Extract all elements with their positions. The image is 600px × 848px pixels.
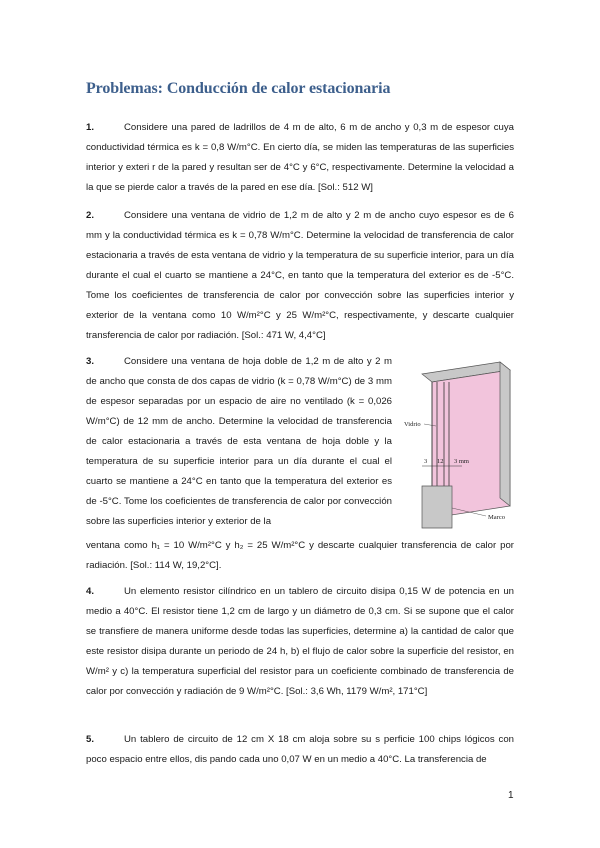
double-pane-window-figure — [404, 356, 524, 536]
page-title: Problemas: Conducción de calor estacionaria — [86, 80, 391, 97]
problem-1-number: 1. — [86, 122, 95, 133]
problem-1 — [86, 118, 514, 198]
page-number: 1 — [508, 790, 514, 801]
problem-4-number: 4. — [86, 586, 95, 597]
dim-mid-label: 12 — [437, 458, 444, 465]
problem-3-text-continued: ventana como h₁ = 10 W/m²°C y h₂ = 25 W/m²°C y descarte cualquier transferencia de calor por radiación. [Sol.: 114 W, 19,2°C]. — [86, 540, 514, 571]
problem-4-text: Un elemento resistor cilíndrico en un tablero de circuito disipa 0,15 W de potencia en un medio a 40°C. El resistor tiene 1,2 cm de largo y un diámetro de 0,3 cm. Si se supone que el calor se transfiere de manera uniforme desde todas las superficies, determine a) la cantidad de calor que este resistor disipa durante un periodo de 24 h, b) el flujo de calor sobre la superficie del resistor, en W/m² y c) la temperatura superficial del resistor para un coeficiente combinado de transferencia de calor por convección y radiación de 9 W/m²°C. [Sol.: 3,6 Wh, 1179 W/m², 171°C] — [86, 586, 514, 697]
problem-3-number: 3. — [86, 356, 95, 367]
problem-3-text: Considere una ventana de hoja doble de 1,2 m de alto y 2 m de ancho que consta de dos capas de vidrio (k = 0,78 W/m°C) de 3 mm de espesor separadas por un espacio de aire no ventilado (k = 0,026 W/m°C) de 12 mm de ancho. Determine la velocidad de transferencia de calor estacionaria a través de esta ventana de hoja doble y la temperatura de su superficie interior para un día durante el cual el cuarto se mantiene a 24°C en tanto que la temperatura del exterior es de -5°C. Tome los coeficientes de transferencia de calor por convección sobre las superficies interior y exterior de la — [86, 356, 392, 527]
problem-2-number: 2. — [86, 210, 95, 221]
problem-3-continuation — [86, 536, 514, 576]
problem-4 — [86, 582, 514, 702]
problem-5 — [86, 730, 514, 770]
window-diagram — [404, 356, 524, 536]
dim-right-label: 3 mm — [454, 458, 469, 465]
frame-bottom — [422, 486, 452, 528]
frame-right — [500, 362, 510, 506]
problem-5-text: Un tablero de circuito de 12 cm X 18 cm aloja sobre su s perficie 100 chips lógicos con poco espacio entre ellos, dis pando cada uno 0,07 W en un medio a 40°C. La transferencia de — [86, 734, 514, 765]
vidrio-label: Vidrio — [404, 421, 421, 428]
problem-5-number: 5. — [86, 734, 95, 745]
problem-2 — [86, 206, 514, 346]
problem-3 — [86, 352, 392, 532]
problem-1-text: Considere una pared de ladrillos de 4 m de alto, 6 m de ancho y 0,3 m de espesor cuya conductividad térmica es k = 0,8 W/m°C. En cierto día, se miden las temperaturas de las superficies interior y exteri r de la pared y resultan ser de 4°C y 6°C, respectivamente. Determine la velocidad a la que se pierde calor a través de la pared en ese día. [Sol.: 512 W] — [86, 122, 514, 193]
problem-2-text: Considere una ventana de vidrio de 1,2 m de alto y 2 m de ancho cuyo espesor es de 6 mm y la conductividad térmica es k = 0,78 W/m°C. Determine la velocidad de transferencia de calor estacionaria a través de esta ventana de vidrio y la temperatura de su superficie interior, para un día durante el cual el cuarto se mantiene a 24°C, en tanto que la temperatura del exterior es de -5°C. Tome los coeficientes de transferencia de calor por convección sobre las superficies interior y exterior de la ventana como 10 W/m²°C y 25 W/m²°C, respectivamente, y descarte cualquier transferencia de calor por radiación. [Sol.: 471 W, 4,4°C] — [86, 210, 514, 341]
marco-label: Marco — [488, 514, 505, 521]
dim-left-label: 3 — [424, 458, 428, 465]
